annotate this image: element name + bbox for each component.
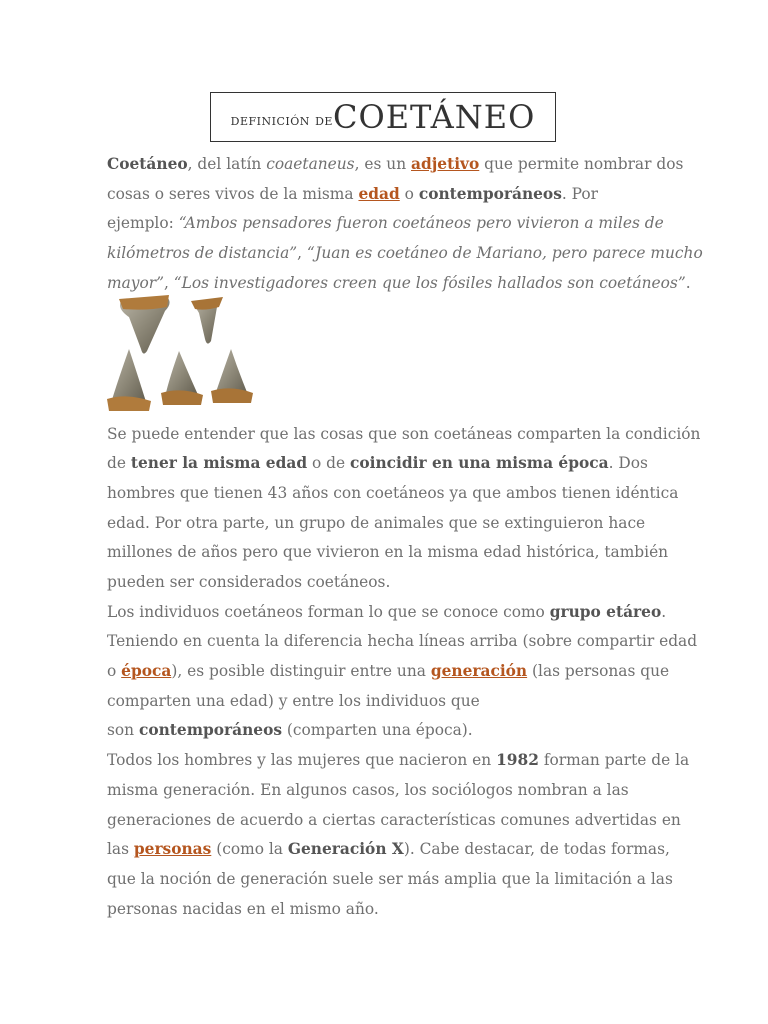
- p4-line-2: misma generación. En algunos casos, los sociólogos nombran a las: [107, 781, 629, 799]
- latin-word: coaetaneus: [266, 155, 355, 173]
- link-generacion[interactable]: generación: [430, 662, 528, 680]
- p3-line-1: [107, 602, 666, 622]
- p3-line-5: [107, 720, 473, 740]
- text: forman parte de la: [538, 751, 690, 769]
- text: o de: [307, 454, 350, 472]
- text: de: [107, 454, 131, 472]
- link-personas[interactable]: personas: [133, 840, 212, 858]
- term-1982: 1982: [496, 751, 539, 769]
- example-quote: “Los investigadores creen que los fósiles hallados son coetáneos”: [173, 274, 686, 292]
- text: (las personas que: [527, 662, 670, 680]
- title-word: COETÁNEO: [332, 98, 536, 136]
- text: Todos los hombres y las mujeres que nacieron en: [107, 751, 497, 769]
- link-adjetivo[interactable]: adjetivo: [411, 155, 480, 173]
- p3-line-4: comparten una edad) y entre los individuos que: [107, 692, 480, 710]
- link-epoca[interactable]: época: [121, 662, 172, 680]
- text: ,: [297, 244, 307, 262]
- example-quote: “Ambos pensadores fueron coetáneos pero vivieron a miles de: [178, 214, 664, 232]
- text: , es un: [354, 155, 411, 173]
- text: .: [685, 274, 691, 292]
- term-coincidir: coincidir en una misma época: [350, 454, 609, 472]
- p1-line-2: [107, 184, 598, 204]
- term-tener-la-misma-edad: tener la misma edad: [130, 454, 308, 472]
- text: son: [107, 721, 139, 739]
- p2-line-2: [107, 453, 648, 473]
- example-quote: kilómetros de distancia”: [107, 244, 298, 262]
- text: (comparten una época).: [282, 721, 473, 739]
- p4-line-6: personas nacidas en el mismo año.: [107, 900, 379, 918]
- text: ), es posible distinguir entre una: [171, 662, 431, 680]
- text: las: [107, 840, 134, 858]
- p1-line-1: [107, 154, 683, 174]
- term-generacion-x: Generación X: [287, 840, 404, 858]
- p4-line-5: que la noción de generación suele ser más amplia que la limitación a las: [107, 870, 673, 888]
- text: ). Cabe destacar, de todas formas,: [403, 840, 670, 858]
- p1-line-3: [107, 213, 664, 233]
- p3-line-3: [107, 661, 669, 681]
- p2-line-1: Se puede entender que las cosas que son coetáneas comparten la condición: [107, 425, 701, 443]
- p4-line-3: generaciones de acuerdo a ciertas características comunes advertidas en: [107, 811, 681, 829]
- p1-line-4: [107, 243, 703, 263]
- p4-line-1: [107, 750, 689, 770]
- term-grupo-etareo: grupo etáreo: [549, 603, 662, 621]
- text: , del latín: [187, 155, 267, 173]
- p4-line-4: [107, 839, 670, 859]
- text: o: [399, 185, 419, 203]
- fossil-teeth-image: [107, 293, 253, 413]
- text: .: [661, 603, 667, 621]
- text: (como la: [211, 840, 288, 858]
- example-quote: “Juan es coetáneo de Mariano, pero parece mucho: [306, 244, 703, 262]
- text: ejemplo:: [107, 214, 179, 232]
- example-quote: mayor”: [107, 274, 164, 292]
- text: o: [107, 662, 122, 680]
- p1-line-5: [107, 273, 691, 293]
- term-coetaneo: Coetáneo: [107, 155, 188, 173]
- p2-line-3: hombres que tienen 43 años con coetáneos ya que ambos tienen idéntica: [107, 484, 679, 502]
- text: . Dos: [608, 454, 648, 472]
- title-prefix: definición de: [230, 111, 333, 129]
- p2-line-6: pueden ser considerados coetáneos.: [107, 573, 391, 591]
- link-edad[interactable]: edad: [358, 185, 400, 203]
- text: ,: [163, 274, 174, 292]
- text: cosas o seres vivos de la misma: [107, 185, 359, 203]
- p2-line-4: edad. Por otra parte, un grupo de animales que se extinguieron hace: [107, 514, 646, 532]
- term-contemporaneos: contemporáneos: [418, 185, 562, 203]
- text: . Por: [561, 185, 599, 203]
- text: que permite nombrar dos: [479, 155, 684, 173]
- term-contemporaneos-2: contemporáneos: [138, 721, 283, 739]
- page-title: [210, 92, 556, 142]
- text: Los individuos coetáneos forman lo que se conoce como: [107, 603, 550, 621]
- p3-line-2: Teniendo en cuenta la diferencia hecha líneas arriba (sobre compartir edad: [107, 632, 698, 650]
- p2-line-5: millones de años pero que vivieron en la misma edad histórica, también: [107, 543, 669, 561]
